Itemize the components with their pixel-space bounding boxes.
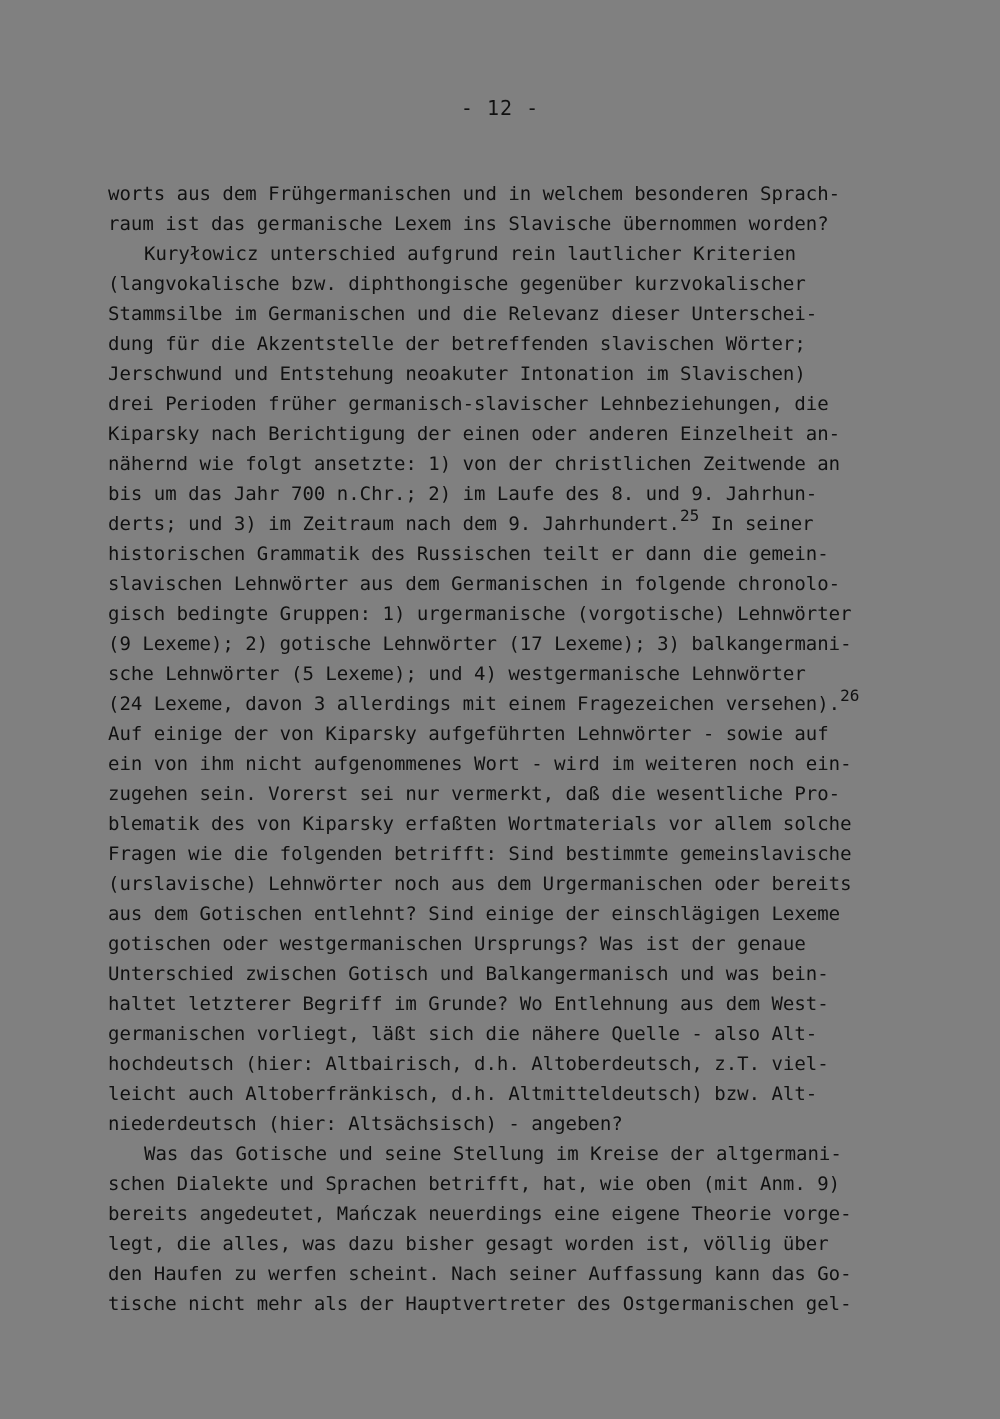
- text-line: [108, 869, 908, 899]
- line-text: schen Dialekte und Sprachen betrifft, hat, wie oben (mit Anm. 9): [108, 1173, 841, 1195]
- line-text: haltet letzterer Begriff im Grunde? Wo Entlehnung aus dem West-: [108, 993, 829, 1015]
- line-text: ein von ihm nicht aufgenommenes Wort - wird im weiteren noch ein-: [108, 753, 852, 775]
- line-text: (langvokalische bzw. diphthongische gegenüber kurzvokalischer: [108, 273, 806, 295]
- text-line: [108, 1139, 908, 1169]
- text-line: [108, 179, 908, 209]
- line-text: dung für die Akzentstelle der betreffenden slavischen Wörter;: [108, 333, 806, 355]
- line-text: leicht auch Altoberfränkisch, d.h. Altmitteldeutsch) bzw. Alt-: [108, 1083, 818, 1105]
- text-line: [108, 779, 908, 809]
- text-line: [108, 569, 908, 599]
- text-line: [108, 1199, 908, 1229]
- line-text: zugehen sein. Vorerst sei nur vermerkt, daß die wesentliche Pro-: [108, 783, 841, 805]
- text-line: [108, 209, 908, 239]
- text-line: [108, 899, 908, 929]
- text-line: [108, 809, 908, 839]
- text-line: [108, 479, 908, 509]
- line-text: (urslavische) Lehnwörter noch aus dem Urgermanischen oder bereits: [108, 873, 852, 895]
- text-line: [108, 1049, 908, 1079]
- line-text: derts; und 3) im Zeitraum nach dem 9. Jahrhundert.: [108, 513, 680, 535]
- body-text: [108, 179, 908, 1319]
- line-text: Kuryłowicz unterschied aufgrund rein lautlicher Kriterien: [144, 243, 797, 265]
- footnote-marker: 26: [840, 686, 860, 705]
- line-text: (24 Lexeme, davon 3 allerdings mit einem Fragezeichen versehen).: [108, 693, 841, 715]
- line-text-continued: In seiner: [699, 513, 814, 535]
- text-line: [108, 1169, 908, 1199]
- line-text: worts aus dem Frühgermanischen und in welchem besonderen Sprach-: [108, 183, 841, 205]
- text-line: [108, 599, 908, 629]
- text-line: [108, 749, 908, 779]
- line-text: Kiparsky nach Berichtigung der einen oder anderen Einzelheit an-: [108, 423, 841, 445]
- text-line: [108, 839, 908, 869]
- text-line: [108, 329, 908, 359]
- line-text: gisch bedingte Gruppen: 1) urgermanische (vorgotische) Lehnwörter: [108, 603, 852, 625]
- line-text: Stammsilbe im Germanischen und die Relevanz dieser Unterschei-: [108, 303, 818, 325]
- footnote-marker: 25: [679, 506, 700, 525]
- text-line: [108, 449, 908, 479]
- text-line: [108, 629, 908, 659]
- line-text: sche Lehnwörter (5 Lexeme); und 4) westgermanische Lehnwörter: [108, 663, 806, 685]
- text-line: [108, 1259, 908, 1289]
- line-text: raum ist das germanische Lexem ins Slavische übernommen worden?: [108, 213, 829, 235]
- line-text: Jerschwund und Entstehung neoakuter Intonation im Slavischen): [108, 363, 806, 385]
- line-text: aus dem Gotischen entlehnt? Sind einige der einschlägigen Lexeme: [108, 903, 841, 925]
- text-line: [108, 359, 908, 389]
- text-line: [108, 989, 908, 1019]
- text-line: [108, 506, 908, 539]
- text-line: [108, 299, 908, 329]
- text-line: [108, 539, 908, 569]
- line-text: nähernd wie folgt ansetzte: 1) von der christlichen Zeitwende an: [108, 453, 841, 475]
- text-line: [108, 929, 908, 959]
- page-number: - 12 -: [460, 96, 540, 120]
- line-text: hochdeutsch (hier: Altbairisch, d.h. Altoberdeutsch, z.T. viel-: [108, 1053, 829, 1075]
- text-line: [108, 389, 908, 419]
- text-line: [108, 719, 908, 749]
- line-text: Was das Gotische und seine Stellung im Kreise der altgermani-: [144, 1143, 842, 1165]
- text-line: [108, 1289, 908, 1319]
- text-line: [108, 686, 908, 719]
- text-line: [108, 1229, 908, 1259]
- text-line: [108, 419, 908, 449]
- line-text: bereits angedeutet, Mańczak neuerdings eine eigene Theorie vorge-: [108, 1203, 852, 1225]
- line-text: historischen Grammatik des Russischen teilt er dann die gemein-: [108, 543, 829, 565]
- line-text: slavischen Lehnwörter aus dem Germanischen in folgende chronolo-: [108, 573, 841, 595]
- line-text: den Haufen zu werfen scheint. Nach seiner Auffassung kann das Go-: [108, 1263, 852, 1285]
- line-text: (9 Lexeme); 2) gotische Lehnwörter (17 Lexeme); 3) balkangermani-: [108, 633, 852, 655]
- line-text: blematik des von Kiparsky erfaßten Wortmaterials vor allem solche: [108, 813, 852, 835]
- text-line: [108, 1079, 908, 1109]
- text-line: [108, 659, 908, 689]
- line-text: Unterschied zwischen Gotisch und Balkangermanisch und was bein-: [108, 963, 829, 985]
- line-text: gotischen oder westgermanischen Ursprungs? Was ist der genaue: [108, 933, 806, 955]
- text-line: [108, 1019, 908, 1049]
- line-text: drei Perioden früher germanisch-slavischer Lehnbeziehungen, die: [108, 393, 829, 415]
- line-text: Fragen wie die folgenden betrifft: Sind bestimmte gemeinslavische: [108, 843, 852, 865]
- line-text: germanischen vorliegt, läßt sich die nähere Quelle - also Alt-: [108, 1023, 818, 1045]
- line-text: tische nicht mehr als der Hauptvertreter des Ostgermanischen gel-: [108, 1293, 852, 1315]
- line-text: legt, die alles, was dazu bisher gesagt worden ist, völlig über: [108, 1233, 829, 1255]
- line-text: Auf einige der von Kiparsky aufgeführten Lehnwörter - sowie auf: [108, 723, 829, 745]
- text-line: [108, 239, 908, 269]
- text-line: [108, 959, 908, 989]
- line-text: bis um das Jahr 700 n.Chr.; 2) im Laufe des 8. und 9. Jahrhun-: [108, 483, 818, 505]
- line-text: niederdeutsch (hier: Altsächsisch) - angeben?: [108, 1113, 623, 1135]
- text-line: [108, 269, 908, 299]
- text-line: [108, 1109, 908, 1139]
